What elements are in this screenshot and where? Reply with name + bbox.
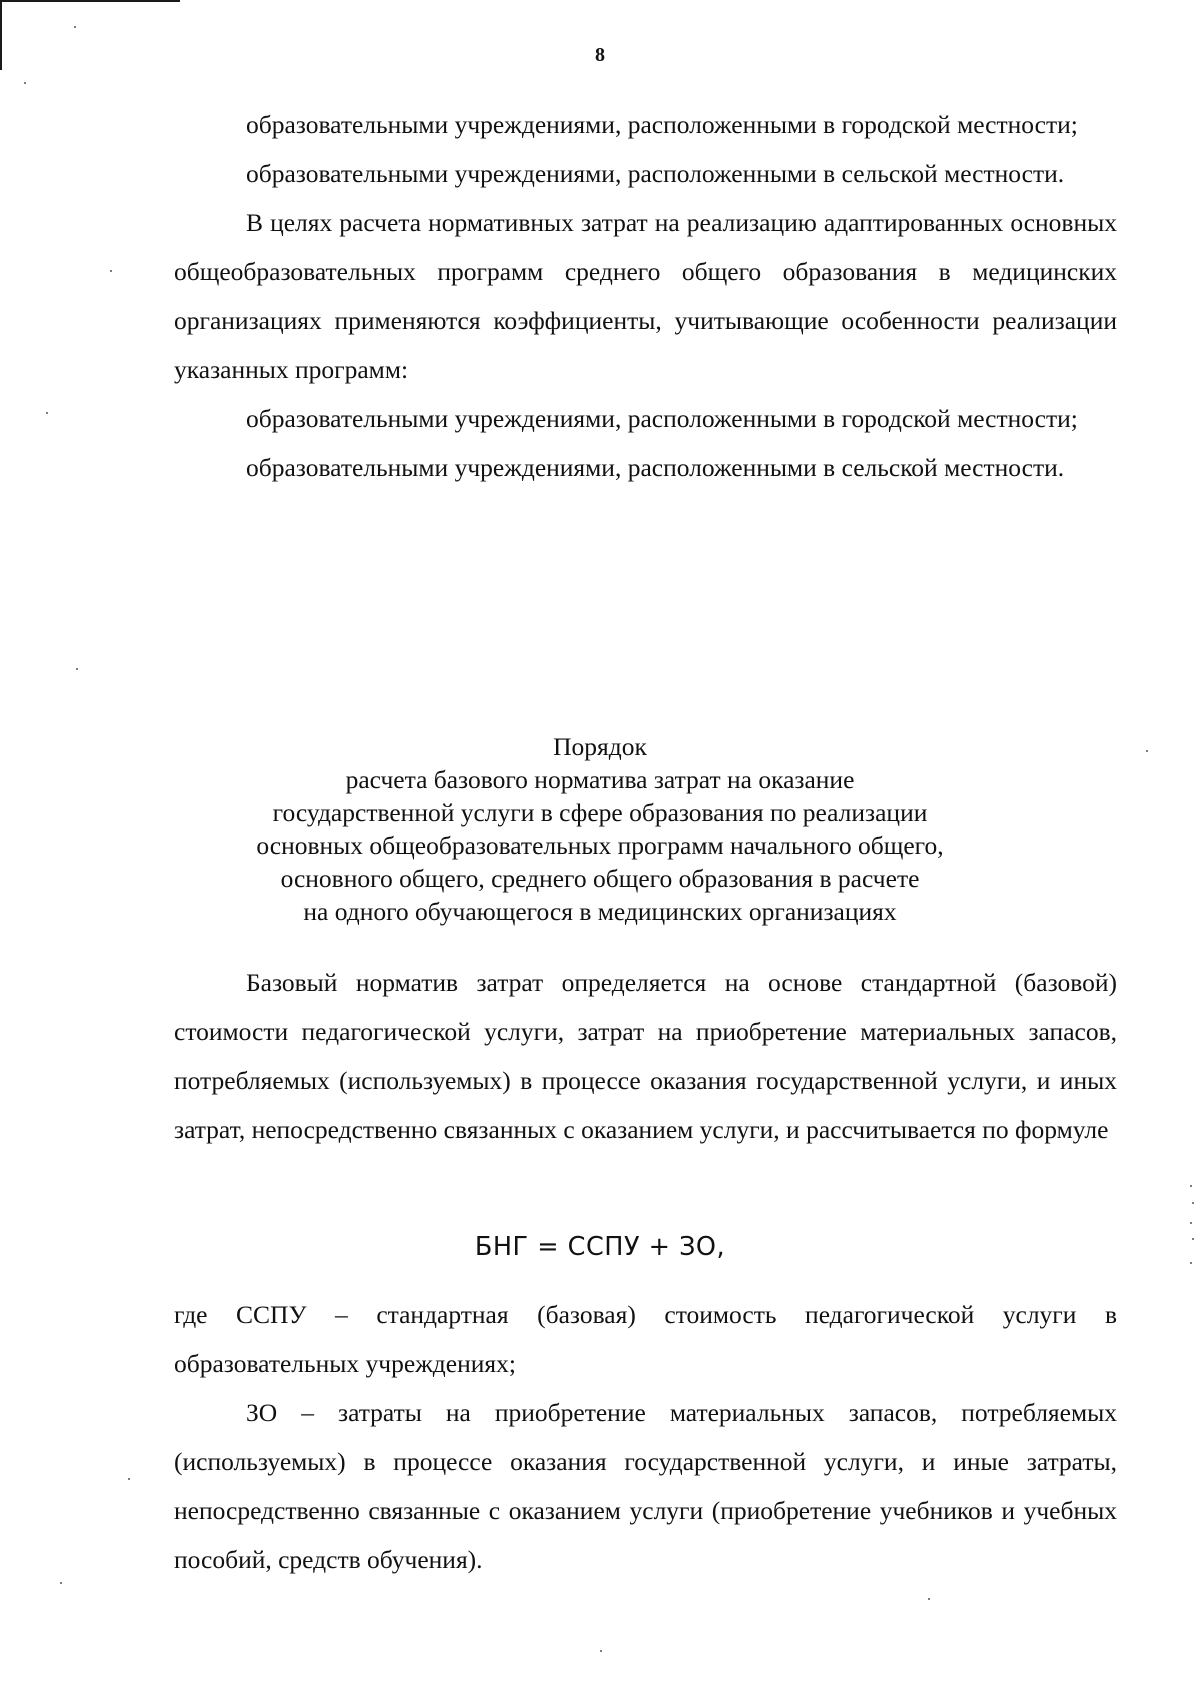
scan-speck (110, 270, 112, 272)
paragraph-rural-schools-1: образовательными учреждениями, расположенными в сельской местности. (246, 159, 1065, 188)
paragraph-rural-schools-2: образовательными учреждениями, расположенными в сельской местности. (246, 453, 1065, 482)
text-block-top (174, 100, 1117, 492)
scan-speck (1190, 1185, 1192, 1187)
formula: БНГ = ССПУ + ЗО, (474, 1232, 726, 1262)
paragraph-coefficients-intro: В целях расчета нормативных затрат на реализацию адаптированных основных общеобразовательных программ среднего общего образования в медицинских организациях применяются коэффициенты, учитывающие особенности реализации указанных программ: (174, 208, 1117, 384)
scan-speck (46, 412, 48, 414)
text-block-bottom (174, 1290, 1117, 1584)
scan-speck (928, 1598, 930, 1600)
scan-speck (1192, 1202, 1194, 1204)
section-heading (0, 730, 1200, 928)
scan-speck (74, 26, 76, 28)
paragraph-urban-schools-2: образовательными учреждениями, расположенными в городской местности; (246, 404, 1078, 433)
heading-line: расчета базового норматива затрат на оказание (345, 765, 855, 794)
scan-border-top (0, 0, 180, 2)
paragraph-zo-definition: ЗО – затраты на приобретение материальных запасов, потребляемых (используемых) в процессе оказания государственной услуги, и иные затраты, непосредственно связанные с оказанием услуги (приобретение учебников и учебных пособий, средств обучения). (174, 1398, 1117, 1574)
heading-line: основных общеобразовательных программ начального общего, (256, 831, 944, 860)
heading-line: Порядок (553, 732, 647, 761)
scan-speck (128, 1478, 130, 1480)
scan-speck (24, 82, 26, 84)
heading-line: государственной услуги в сфере образования по реализации (272, 798, 928, 827)
page-number: 8 (595, 44, 605, 66)
scan-speck (1192, 1238, 1194, 1240)
heading-line: основного общего, среднего общего образования в расчете (280, 864, 920, 893)
scan-speck (1190, 1262, 1192, 1264)
scan-speck (1146, 750, 1148, 752)
scan-speck (600, 1650, 602, 1652)
scan-speck (1190, 1222, 1192, 1224)
heading-line: на одного обучающегося в медицинских организациях (303, 897, 897, 926)
scan-speck (60, 1582, 62, 1584)
paragraph-sspu-definition: где ССПУ – стандартная (базовая) стоимость педагогической услуги в образовательных учреждениях; (174, 1300, 1117, 1378)
paragraph-urban-schools-1: образовательными учреждениями, расположенными в городской местности; (246, 110, 1078, 139)
scan-speck (76, 668, 78, 670)
paragraph-base-norm: Базовый норматив затрат определяется на основе стандартной (базовой) стоимости педагогической услуги, затрат на приобретение материальных запасов, потребляемых (используемых) в процессе оказания государственной услуги, и иных затрат, непосредственно связанных с оказанием услуги, и рассчитывается по формуле (174, 968, 1117, 1144)
text-block-middle (174, 958, 1117, 1154)
